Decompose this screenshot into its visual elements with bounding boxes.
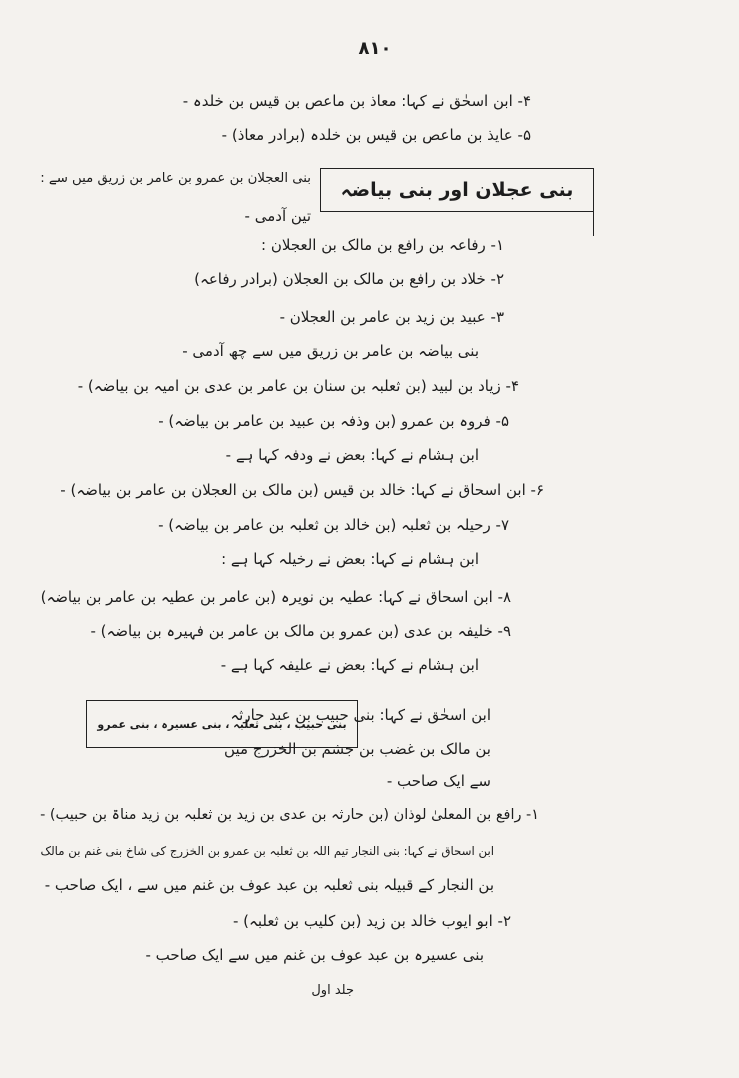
text-line: بن النجار کے قبیلہ بنی ثعلبہ بن عبد عوف بن غنم میں سے ، ایک صاحب -: [44, 876, 494, 894]
text-line: بنی عسیرہ بن عبد عوف بن غنم میں سے ایک صاحب -: [145, 946, 484, 964]
heading-note: ابن اسحٰق نے کہا: بنی حبیب بن عبد حارثہ: [230, 706, 491, 724]
section-heading: بنی عجلان اور بنی بیاضہ: [340, 179, 574, 201]
volume-label: جلد اول: [311, 983, 354, 998]
text-line: ۴- زیاد بن لبید (بن ثعلبہ بن سنان بن عامر بن عدی بن امیہ بن بیاضہ) -: [77, 377, 519, 395]
text-line: ابن ہشام نے کہا: بعض نے ودفہ کہا ہے -: [225, 446, 479, 464]
heading-note: تین آدمی -: [244, 207, 311, 225]
section-heading-box: [320, 168, 594, 212]
text-line: ۱- رافع بن المعلیٰ لوذان (بن حارثہ بن عدی بن زید بن ثعلبہ بن زید مناۃ بن حبیب) -: [40, 807, 539, 823]
text-line: ۶- ابن اسحاق نے کہا: خالد بن قیس (بن مالک بن العجلان بن عامر بن بیاضہ) -: [60, 481, 544, 499]
text-line: ۳- عبید بن زید بن عامر بن العجلان -: [279, 308, 504, 326]
page-number: ۸۱۰: [358, 38, 392, 59]
text-line: ۸- ابن اسحاق نے کہا: عطیہ بن نویرہ (بن عامر بن عطیہ بن عامر بن بیاضہ): [40, 588, 511, 606]
text-line: ابن ہشام نے کہا: بعض نے علیفہ کہا ہے -: [220, 656, 479, 674]
text-line: ۹- خلیفہ بن عدی (بن عمرو بن مالک بن عامر بن فہیرہ بن بیاضہ) -: [90, 622, 511, 640]
text-line: ۴- ابن اسحٰق نے کہا: معاذ بن ماعص بن قیس بن خلدہ -: [182, 92, 531, 110]
text-line: ۵- فروہ بن عمرو (بن وذفہ بن عبید بن عامر بن بیاضہ) -: [158, 412, 509, 430]
heading-divider: [593, 208, 594, 236]
section-heading: بنی حبیب ، بنی ثعلبہ ، بنی عسیرہ ، بنی عمرو: [97, 717, 347, 731]
text-line: ۲- خلاد بن رافع بن مالک بن العجلان (برادر رفاعہ): [194, 270, 504, 288]
heading-note: بن مالک بن غضب بن جشم بن الخزرج میں: [224, 740, 491, 758]
text-line: ابن ہشام نے کہا: بعض نے رخیلہ کہا ہے :: [221, 550, 479, 568]
text-line: ۱- رفاعہ بن رافع بن مالک بن العجلان :: [261, 236, 504, 254]
text-line: ۲- ابو ایوب خالد بن زید (بن کلیب بن ثعلبہ) -: [233, 912, 511, 930]
text-line: ۷- رحیلہ بن ثعلبہ (بن خالد بن ثعلبہ بن عامر بن بیاضہ) -: [158, 516, 509, 534]
text-line: بنی بیاضہ بن عامر بن زریق میں سے چھ آدمی -: [182, 342, 479, 360]
text-line: ابن اسحاق نے کہا: بنی النجار تیم اللہ بن ثعلبہ بن عمرو بن الخزرج کی شاخ بنی غنم بن مالک: [40, 844, 494, 858]
text-line: سے ایک صاحب -: [386, 772, 491, 790]
heading-note: بنی العجلان بن عمرو بن عامر بن زریق میں سے :: [40, 171, 311, 186]
text-line: ۵- عایذ بن ماعص بن قیس بن خلدہ (برادر معاذ) -: [221, 126, 531, 144]
